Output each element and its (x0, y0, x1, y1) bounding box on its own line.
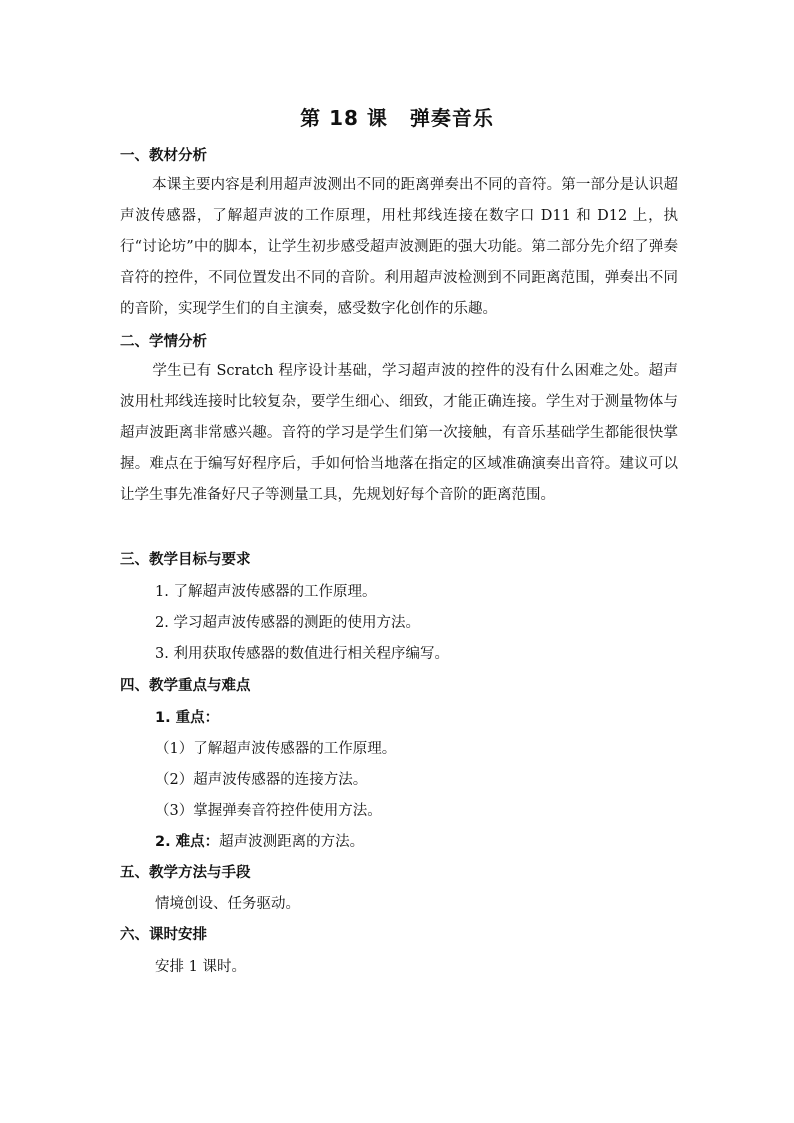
section-heading-methods: 五、教学方法与手段 (120, 865, 251, 881)
lesson-number: 第 18 课 (300, 106, 388, 130)
key-point-item: （2）超声波传感器的连接方法。 (155, 772, 368, 788)
difficulty-line (155, 830, 364, 851)
goal-item: 3. 利用获取传感器的数值进行相关程序编写。 (155, 646, 449, 662)
section-text-schedule: 安排 1 课时。 (155, 959, 246, 975)
key-points-label: 1. 重点： (155, 710, 220, 726)
page-title (0, 102, 794, 131)
section-text-students: 学生已有 Scratch 程序设计基础，学习超声波的控件的没有什么困难之处。超声波用杜邦线连接时比较复杂，要学生细心、细致，才能正确连接。学生对于测量物体与超声波距离非常感兴趣。音符的学习是学生们第一次接触，有音乐基础学生都能很快掌握。难点在于编写好程序后，手如何恰当地落在指定的区域准确演奏出音符。建议可以让学生事先准备好尺子等测量工具，先规划好每个音阶的距离范围。 (120, 363, 678, 503)
difficulty-text: 超声波测距离的方法。 (219, 834, 365, 850)
section-heading-students: 二、学情分析 (120, 334, 207, 350)
section-heading-schedule: 六、课时安排 (120, 927, 207, 943)
difficulty-label: 2. 难点： (155, 834, 220, 850)
lesson-name: 弹奏音乐 (409, 106, 494, 130)
section-heading-key-points: 四、教学重点与难点 (120, 678, 251, 694)
key-point-item: （1）了解超声波传感器的工作原理。 (155, 741, 397, 757)
section-heading-goals: 三、教学目标与要求 (120, 552, 251, 568)
section-heading-materials: 一、教材分析 (120, 148, 207, 164)
key-point-item: （3）掌握弹奏音符控件使用方法。 (155, 803, 382, 819)
goal-item: 1. 了解超声波传感器的工作原理。 (155, 584, 377, 600)
section-text-methods: 情境创设、任务驱动。 (155, 896, 300, 912)
goal-item: 2. 学习超声波传感器的测距的使用方法。 (155, 615, 420, 631)
section-text-materials: 本课主要内容是利用超声波测出不同的距离弹奏出不同的音符。第一部分是认识超声波传感器，了解超声波的工作原理，用杜邦线连接在数字口 D11 和 D12 上，执行“讨论坊”中的脚本，让学生初步感受超声波测距的强大功能。第二部分先介绍了弹奏音符的控件，不同位置发出不同的音阶。利用超声波检测到不同距离范围，弹奏出不同的音阶，实现学生们的自主演奏，感受数字化创作的乐趣。 (120, 177, 678, 317)
